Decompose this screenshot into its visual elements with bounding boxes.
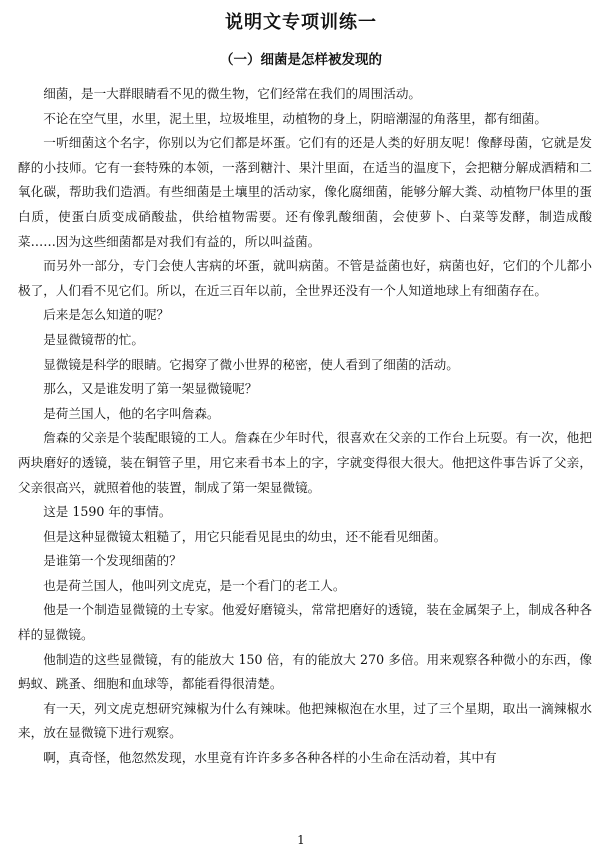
paragraph: 这是 1590 年的事情。 [43,504,172,520]
paragraph: 一听细菌这个名字，你别以为它们都是坏蛋。它们有的还是人类的好朋友呢！像酵母菌，它就是发酵的小技师。它有一套特殊的本领，一落到糖汁、果汁里面，在适当的温度下，会把糖分解成酒精和二氧化碳，帮助我们造酒。有些细菌是土壤里的活动家，像化腐细菌，能够分解大粪、动植物尸体里的蛋白质，使蛋白质变成硝酸盐，供给植物需要。还有像乳酸细菌，会使萝卜、白菜等发酵，制造成酸菜……因为这些细菌都是对我们有益的，所以叫益菌。 [18,135,592,249]
paragraph: 詹森的父亲是个装配眼镜的工人。詹森在少年时代，很喜欢在父亲的工作台上玩耍。有一次，他把两块磨好的透镜，装在铜管子里，用它来看书本上的字，字就变得很大很大。他把这件事告诉了父亲，父亲很高兴，就照着他的装置，制成了第一架显微镜。 [18,430,592,495]
paragraph: 细菌，是一大群眼睛看不见的微生物，它们经常在我们的周围活动。 [43,86,421,101]
section-heading: （一）细菌是怎样被发现的 [220,52,382,68]
paragraph: 但是这种显微镜太粗糙了，用它只能看见昆虫的幼虫，还不能看见细菌。 [43,528,447,544]
article-body [18,82,592,771]
paragraph: 那么，又是谁发明了第一架显微镜呢？ [43,381,258,397]
paragraph: 啊，真奇怪，他忽然发现，水里竟有许许多多各种各样的小生命在活动着，其中有 [43,750,497,766]
document-title: 说明文专项训练一 [225,12,377,33]
paragraph: 他是一个制造显微镜的土专家。他爱好磨镜头，常常把磨好的透镜，装在金属架子上，制成各种各样的显微镜。 [18,602,592,643]
paragraph: 是显微镜帮的忙。 [43,331,144,347]
paragraph: 也是荷兰国人，他叫列文虎克，是一个看门的老工人。 [43,577,346,593]
paragraph: 后来是怎么知道的呢？ [43,307,170,323]
paragraph: 他制造的这些显微镜，有的能放大 150 倍，有的能放大 270 多倍。用来观察各种微小的东西，像蚂蚁、跳蚤、细胞和血球等，都能看得很清楚。 [18,651,592,692]
paragraph: 是荷兰国人，他的名字叫詹森。 [43,405,220,421]
page-number: 1 [297,833,305,847]
paragraph: 不论在空气里，水里，泥土里，垃圾堆里，动植物的身上，阴暗潮湿的角落里，都有细菌。 [43,110,547,126]
paragraph: 而另外一部分，专门会使人害病的坏蛋，就叫病菌。不管是益菌也好，病菌也好，它们的个儿都小极了，人们看不见它们。所以，在近三百年以前，全世界还没有一个人知道地球上有细菌存在。 [18,258,592,298]
paragraph: 显微镜是科学的眼睛。它揭穿了微小世界的秘密，使人看到了细菌的活动。 [43,356,459,372]
paragraph: 是谁第一个发现细菌的？ [43,553,182,569]
paragraph: 有一天，列文虎克想研究辣椒为什么有辣味。他把辣椒泡在水里，过了三个星期，取出一滴辣椒水来，放在显微镜下进行观察。 [18,700,592,741]
